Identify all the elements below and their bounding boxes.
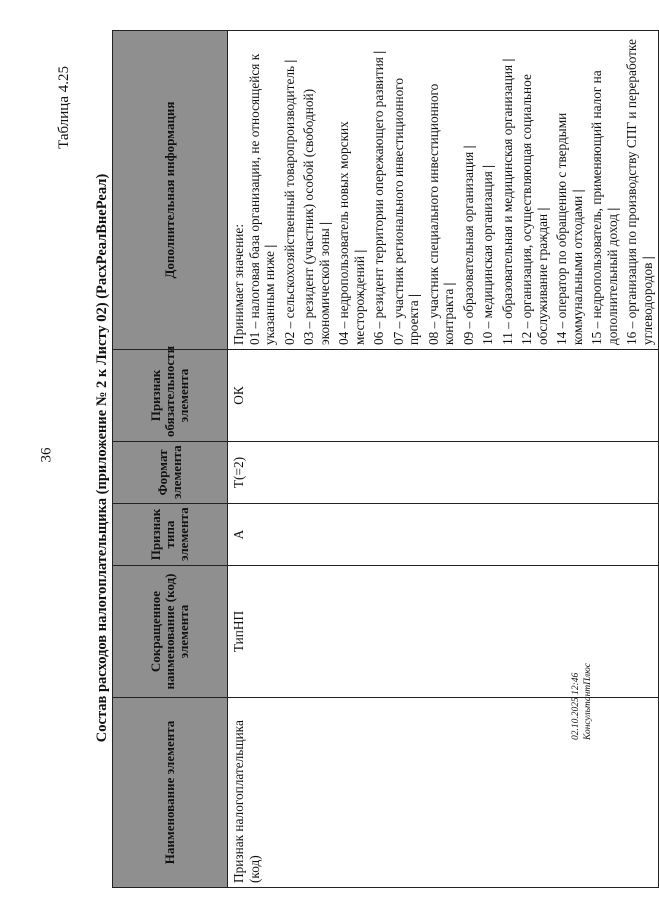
value-item: 08 – участник специального инвестиционного контракта | — [425, 83, 456, 345]
print-datetime: 02.10.2025 12:46 — [571, 672, 581, 740]
table-caption: Состав расходов налогоплательщика (приложение № 2 к Листу 02) (РасхРеалВнеРеал) — [94, 173, 110, 743]
value-item: 15 – недропользователь, применяющий налог на дополнительный доход | — [589, 70, 620, 345]
value-item: 06 – резидент территории опережающего развития | — [371, 49, 386, 345]
page-number: 36 — [38, 447, 55, 463]
value-item: 03 – резидент (участник) особой (свободной) экономической зоны | — [301, 88, 332, 345]
header-element-type: Признак типа элемента — [113, 504, 228, 566]
cell-element-format: Т(=2) — [228, 442, 659, 504]
values-intro: Принимает значение: — [231, 223, 246, 345]
table-header-row — [113, 31, 228, 888]
value-item: 10 – медицинская организация | — [480, 163, 495, 345]
header-element-name: Наименование элемента — [113, 698, 228, 888]
print-source: КонсультантПлюс — [583, 663, 593, 740]
header-element-required: Признак обязательности элемента — [113, 350, 228, 442]
header-element-format: Формат элемента — [113, 442, 228, 504]
value-item: 07 – участник регионального инвестиционного проекта | — [390, 77, 421, 345]
print-footer — [570, 663, 594, 740]
value-item: 09 – образовательная организация | — [460, 144, 476, 345]
table-label: Таблица 4.25 — [56, 66, 72, 149]
value-item: 01 – налоговая база организации, не относящейся к указанным ниже | — [246, 53, 277, 345]
cell-element-type: А — [228, 504, 659, 566]
value-item: 14 – оператор по обращению с твердыми коммунальными отходами | — [554, 112, 585, 345]
cell-element-required: ОК — [228, 350, 659, 442]
table-row — [228, 31, 659, 888]
cell-element-name: Признак налогоплательщика (код) — [228, 698, 659, 888]
value-item: 11 – образовательная и медицинская организация | — [499, 57, 515, 345]
header-additional-info: Дополнительная информация — [113, 31, 228, 350]
elements-table — [112, 30, 659, 888]
values-list — [247, 35, 656, 345]
value-item: 04 – недропользователь новых морских месторождений | — [336, 121, 367, 345]
rotated-page-content — [50, 28, 655, 888]
value-item: 16 – организация по производству СПГ и переработке углеводородов | — [624, 38, 655, 345]
value-item: 02 – сельскохозяйственный товаропроизводитель | — [281, 58, 297, 345]
value-item: 12 – организация, осуществляющая социальное обслуживание граждан | — [519, 74, 550, 345]
cell-element-code: ТипНП — [228, 566, 659, 698]
cell-additional-info — [228, 31, 659, 350]
header-element-code: Сокращенное наименование (код) элемента — [113, 566, 228, 698]
